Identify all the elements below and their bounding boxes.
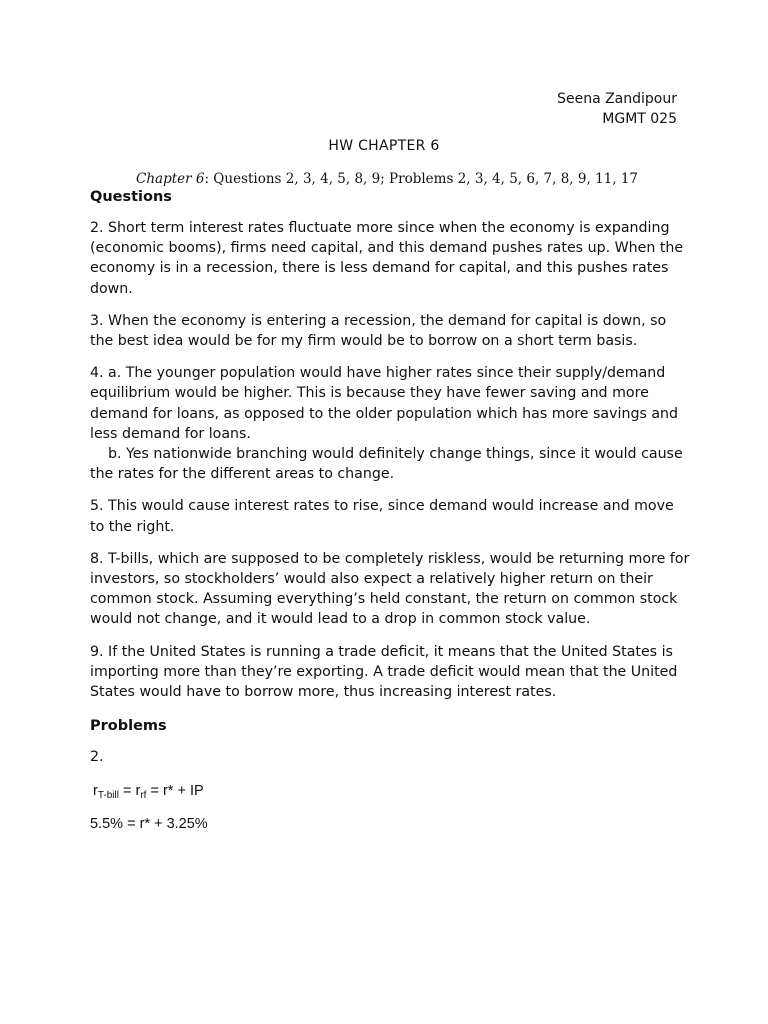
author-block xyxy=(557,89,677,129)
problem-2-label: 2. xyxy=(90,749,104,766)
formula-values: 5.5% = r* + 3.25% xyxy=(90,815,208,832)
answer-q3: 3. When the economy is entering a recession, the demand for capital is down, so the best idea would be for my firm would be to borrow on a short term basis. xyxy=(90,312,667,350)
document-body xyxy=(90,186,690,834)
formula-sub-tbill: T-bill xyxy=(97,790,119,802)
answer-q2: 2. Short term interest rates fluctuate more since when the economy is expanding (economic booms), firms need capital, and this demand pushes rates up. When the economy is in a recession, there is less demand for capital, and this pushes rates down. xyxy=(90,220,684,297)
page-title: HW CHAPTER 6 xyxy=(328,138,440,154)
chapter-label: Chapter 6 xyxy=(136,171,205,187)
questions-heading: Questions xyxy=(90,189,172,205)
answer-q9: 9. If the United States is running a trade deficit, it means that the United States is importing more than they’re exporting. A trade deficit would mean that the United States would have to borrow more, thus increasing interest rates. xyxy=(90,643,678,701)
formula-eq-r: = r xyxy=(118,783,141,800)
course-code: MGMT 025 xyxy=(602,111,677,127)
formula-risk-free xyxy=(90,781,690,801)
author-name: Seena Zandipour xyxy=(557,91,677,107)
assignment-list: : Questions 2, 3, 4, 5, 8, 9; Problems 2, 3, 4, 5, 6, 7, 8, 9, 11, 17 xyxy=(204,171,639,187)
formula-sub-rf: rf xyxy=(140,790,147,802)
answer-q4a: 4. a. The younger population would have higher rates since their supply/demand equilibrium would be higher. This is because they have fewer saving and more demand for loans, as opposed to the older population which has more savings and less demand for loans. xyxy=(90,365,679,442)
answer-q4b: b. Yes nationwide branching would definitely change things, since it would cause the rates for the different areas to change. xyxy=(90,446,683,483)
answer-q5: 5. This would cause interest rates to rise, since demand would increase and move to the right. xyxy=(90,498,674,535)
assignment-line xyxy=(136,171,638,187)
formula-rest: = r* + IP xyxy=(146,783,204,800)
problems-heading: Problems xyxy=(90,718,167,735)
answer-q8: 8. T-bills, which are supposed to be completely riskless, would be returning more for investors, so stockholders’ would also expect a relatively higher return on their common stock. Assuming everything’s held constant, the return on common stock would not change, and it would lead to a drop in common stock value. xyxy=(90,550,690,628)
formula-r: r xyxy=(93,783,98,800)
